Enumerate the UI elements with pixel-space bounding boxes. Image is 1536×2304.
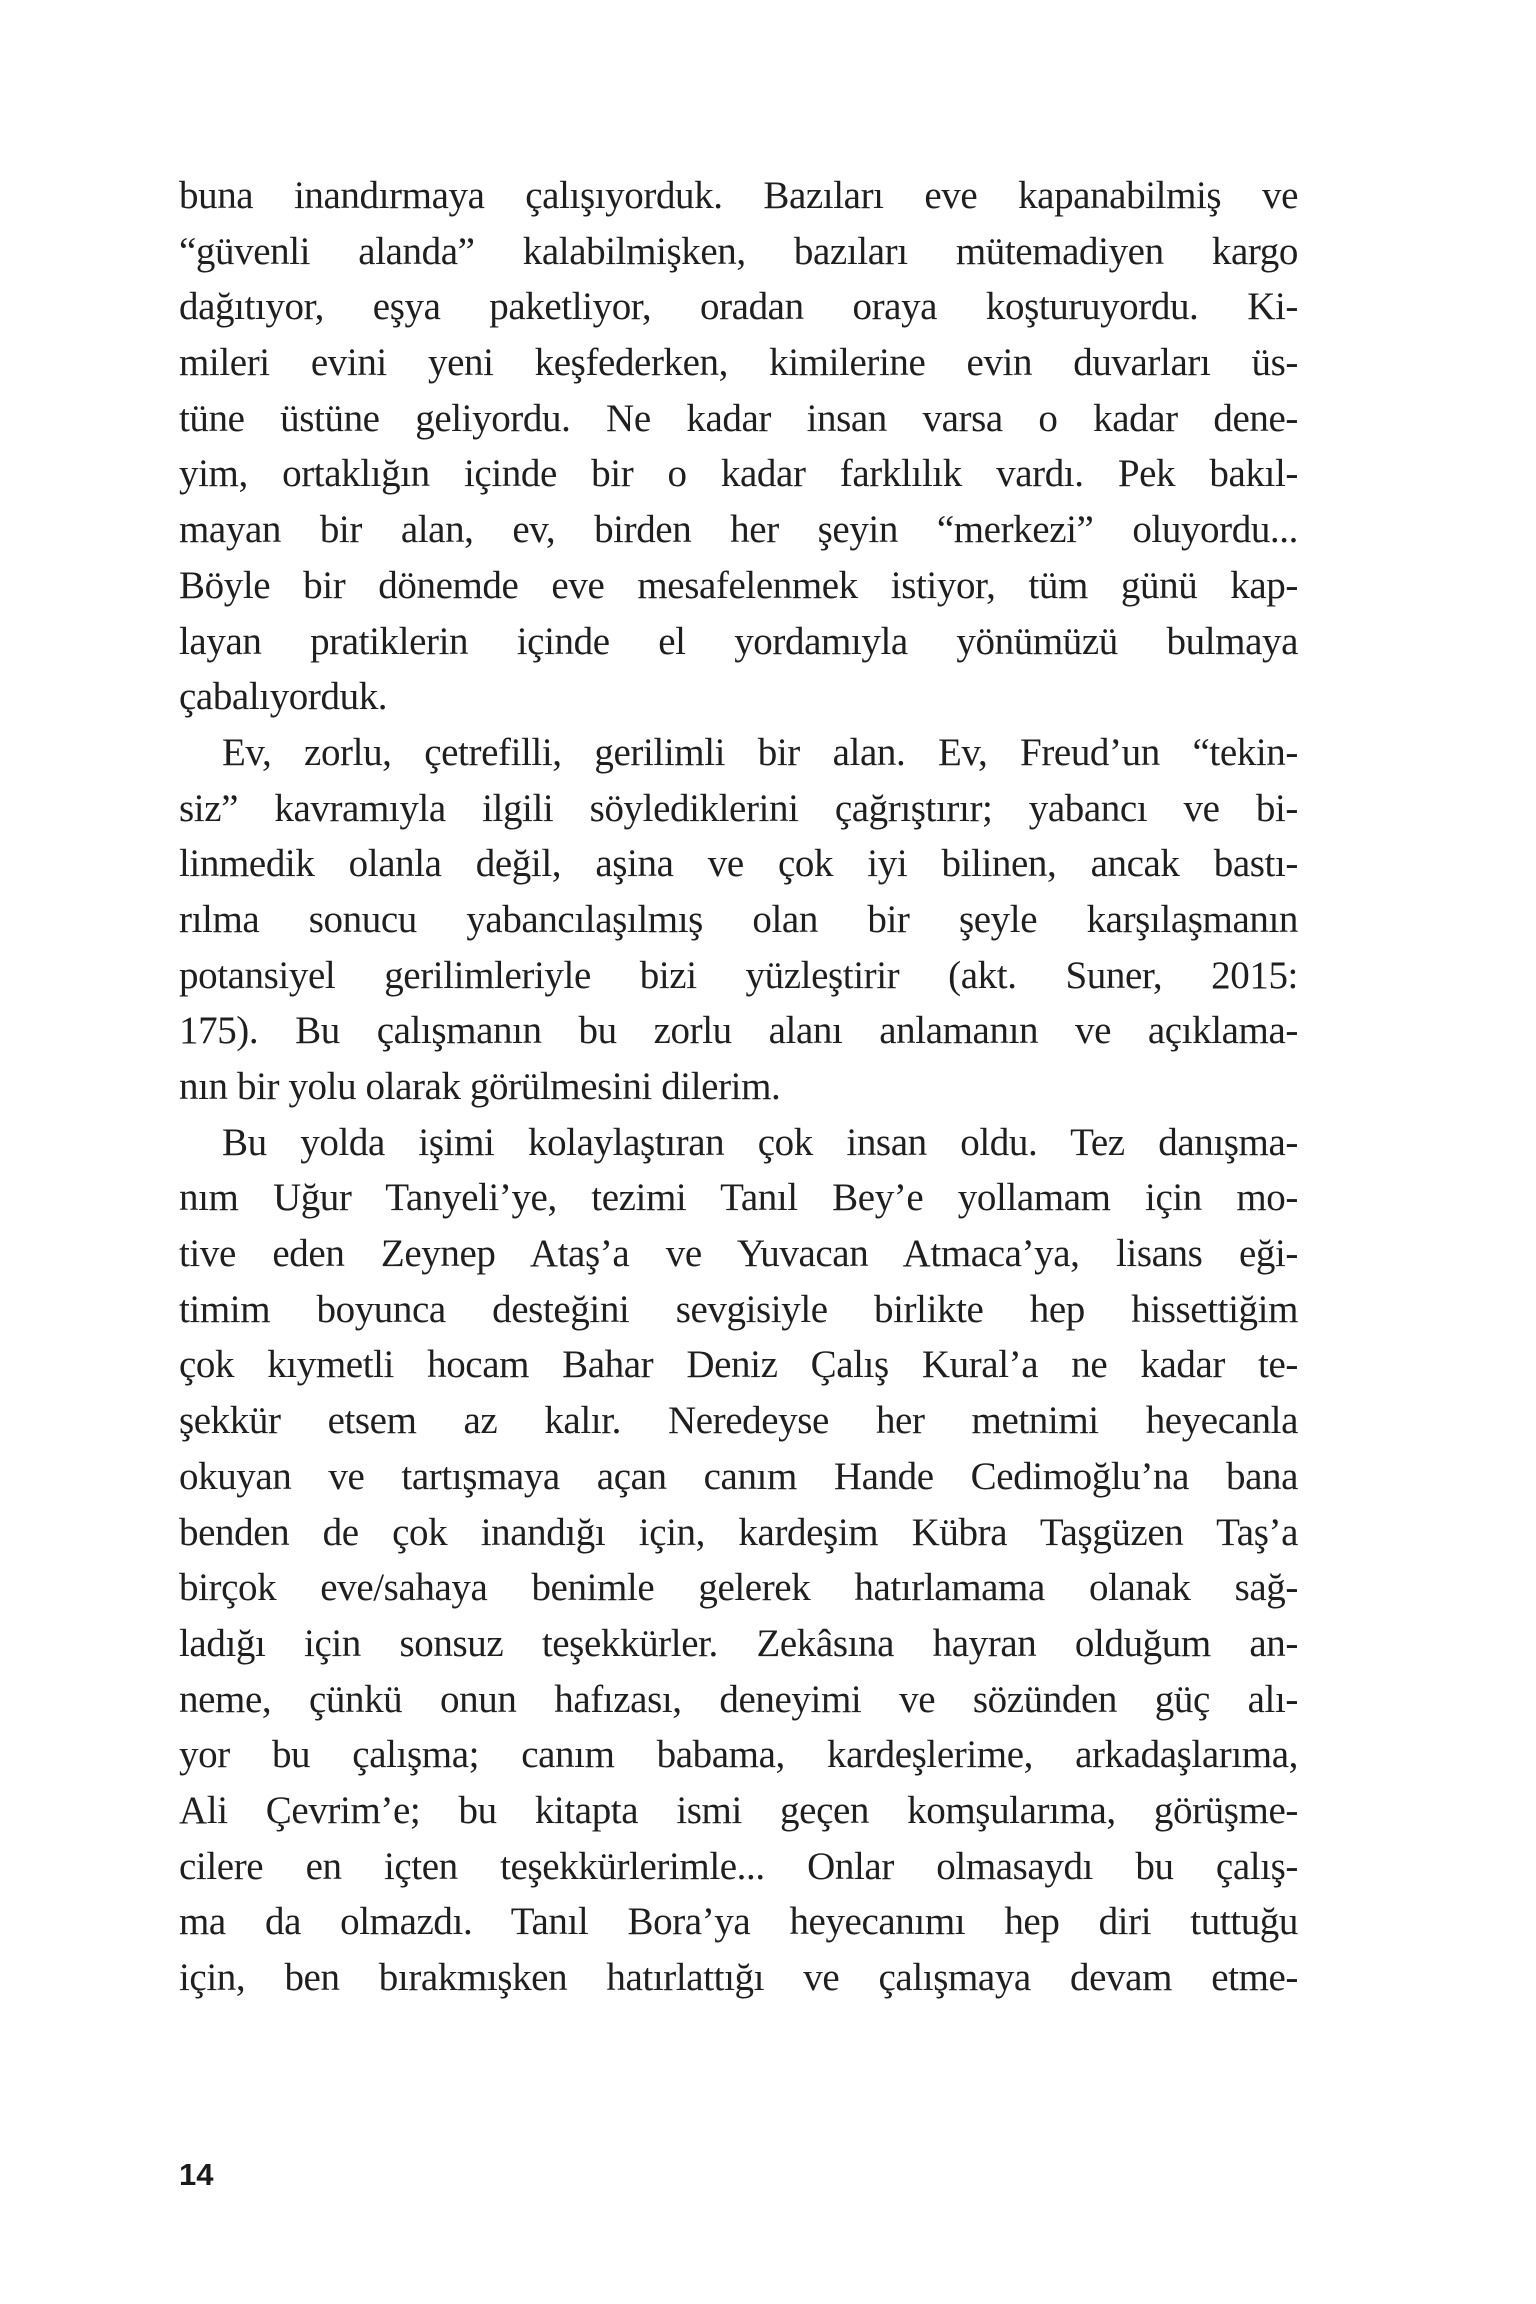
- text-line: dağıtıyor, eşya paketliyor, oradan oraya koşturuyordu. Ki-: [179, 285, 1298, 329]
- text-line: layan pratiklerin içinde el yordamıyla yönümüzü bulmaya: [179, 619, 1298, 663]
- text-line: çok kıymetli hocam Bahar Deniz Çalış Kural’a ne kadar te-: [179, 1343, 1298, 1387]
- text-line: için, ben bırakmışken hatırlattığı ve çalışmaya devam etme-: [179, 1956, 1298, 1999]
- text-line: çabalıyorduk.: [179, 675, 388, 719]
- text-line: linmedik olanla değil, aşina ve çok iyi bilinen, ancak bastı-: [179, 842, 1298, 886]
- text-line: Bu yolda işimi kolaylaştıran çok insan oldu. Tez danışma-: [222, 1120, 1298, 1164]
- text-line: şekkür etsem az kalır. Neredeyse her metnimi heyecanla: [179, 1399, 1298, 1443]
- text-line: cilere en içten teşekkürlerimle... Onlar olmasaydı bu çalış-: [179, 1844, 1298, 1888]
- text-line: buna inandırmaya çalışıyorduk. Bazıları eve kapanabilmiş ve: [179, 174, 1298, 217]
- text-line: Ali Çevrim’e; bu kitapta ismi geçen komşularıma, görüşme-: [179, 1788, 1298, 1832]
- text-line: Ev, zorlu, çetrefilli, gerilimli bir alan. Ev, Freud’un “tekin-: [222, 730, 1298, 774]
- paragraph: [179, 168, 1298, 725]
- text-line: okuyan ve tartışmaya açan canım Hande Cedimoğlu’na bana: [179, 1454, 1298, 1498]
- text-line: 175). Bu çalışmanın bu zorlu alanı anlamanın ve açıklama-: [179, 1009, 1298, 1053]
- text-line: siz” kavramıyla ilgili söylediklerini çağrıştırır; yabancı ve bi-: [179, 786, 1298, 830]
- text-line: nın bir yolu olarak görülmesini dilerim.: [179, 1065, 781, 1108]
- text-line: mileri evini yeni keşfederken, kimilerine evin duvarları üs-: [179, 341, 1298, 385]
- text-line: neme, çünkü onun hafızası, deneyimi ve sözünden güç alı-: [179, 1677, 1298, 1721]
- text-line: rılma sonucu yabancılaşılmış olan bir şeyle karşılaşmanın: [179, 897, 1298, 941]
- text-line: benden de çok inandığı için, kardeşim Kübra Taşgüzen Taş’a: [179, 1510, 1298, 1554]
- text-line: nım Uğur Tanyeli’ye, tezimi Tanıl Bey’e yollamam için mo-: [179, 1176, 1298, 1220]
- text-line: timim boyunca desteğini sevgisiyle birlikte hep hissettiğim: [179, 1287, 1298, 1331]
- text-line: yim, ortaklığın içinde bir o kadar farklılık vardı. Pek bakıl-: [179, 452, 1298, 496]
- text-line: tüne üstüne geliyordu. Ne kadar insan varsa o kadar dene-: [179, 396, 1298, 440]
- text-line: potansiyel gerilimleriyle bizi yüzleştirir (akt. Suner, 2015:: [179, 953, 1298, 997]
- paragraph: [179, 1115, 1298, 2006]
- text-line: ma da olmazdı. Tanıl Bora’ya heyecanımı hep diri tuttuğu: [179, 1900, 1298, 1944]
- body-text: [179, 168, 1298, 2006]
- text-line: birçok eve/sahaya benimle gelerek hatırlamama olanak sağ-: [179, 1566, 1298, 1610]
- paragraph: [179, 725, 1298, 1115]
- text-line: mayan bir alan, ev, birden her şeyin “merkezi” oluyordu...: [179, 508, 1298, 552]
- page-number: 14: [179, 2157, 214, 2192]
- text-line: tive eden Zeynep Ataş’a ve Yuvacan Atmaca’ya, lisans eği-: [179, 1232, 1298, 1276]
- text-line: ladığı için sonsuz teşekkürler. Zekâsına hayran olduğum an-: [179, 1621, 1298, 1665]
- text-line: yor bu çalışma; canım babama, kardeşlerime, arkadaşlarıma,: [179, 1733, 1298, 1777]
- text-line: “güvenli alanda” kalabilmişken, bazıları mütemadiyen kargo: [179, 229, 1298, 273]
- text-line: Böyle bir dönemde eve mesafelenmek istiyor, tüm günü kap-: [179, 563, 1298, 607]
